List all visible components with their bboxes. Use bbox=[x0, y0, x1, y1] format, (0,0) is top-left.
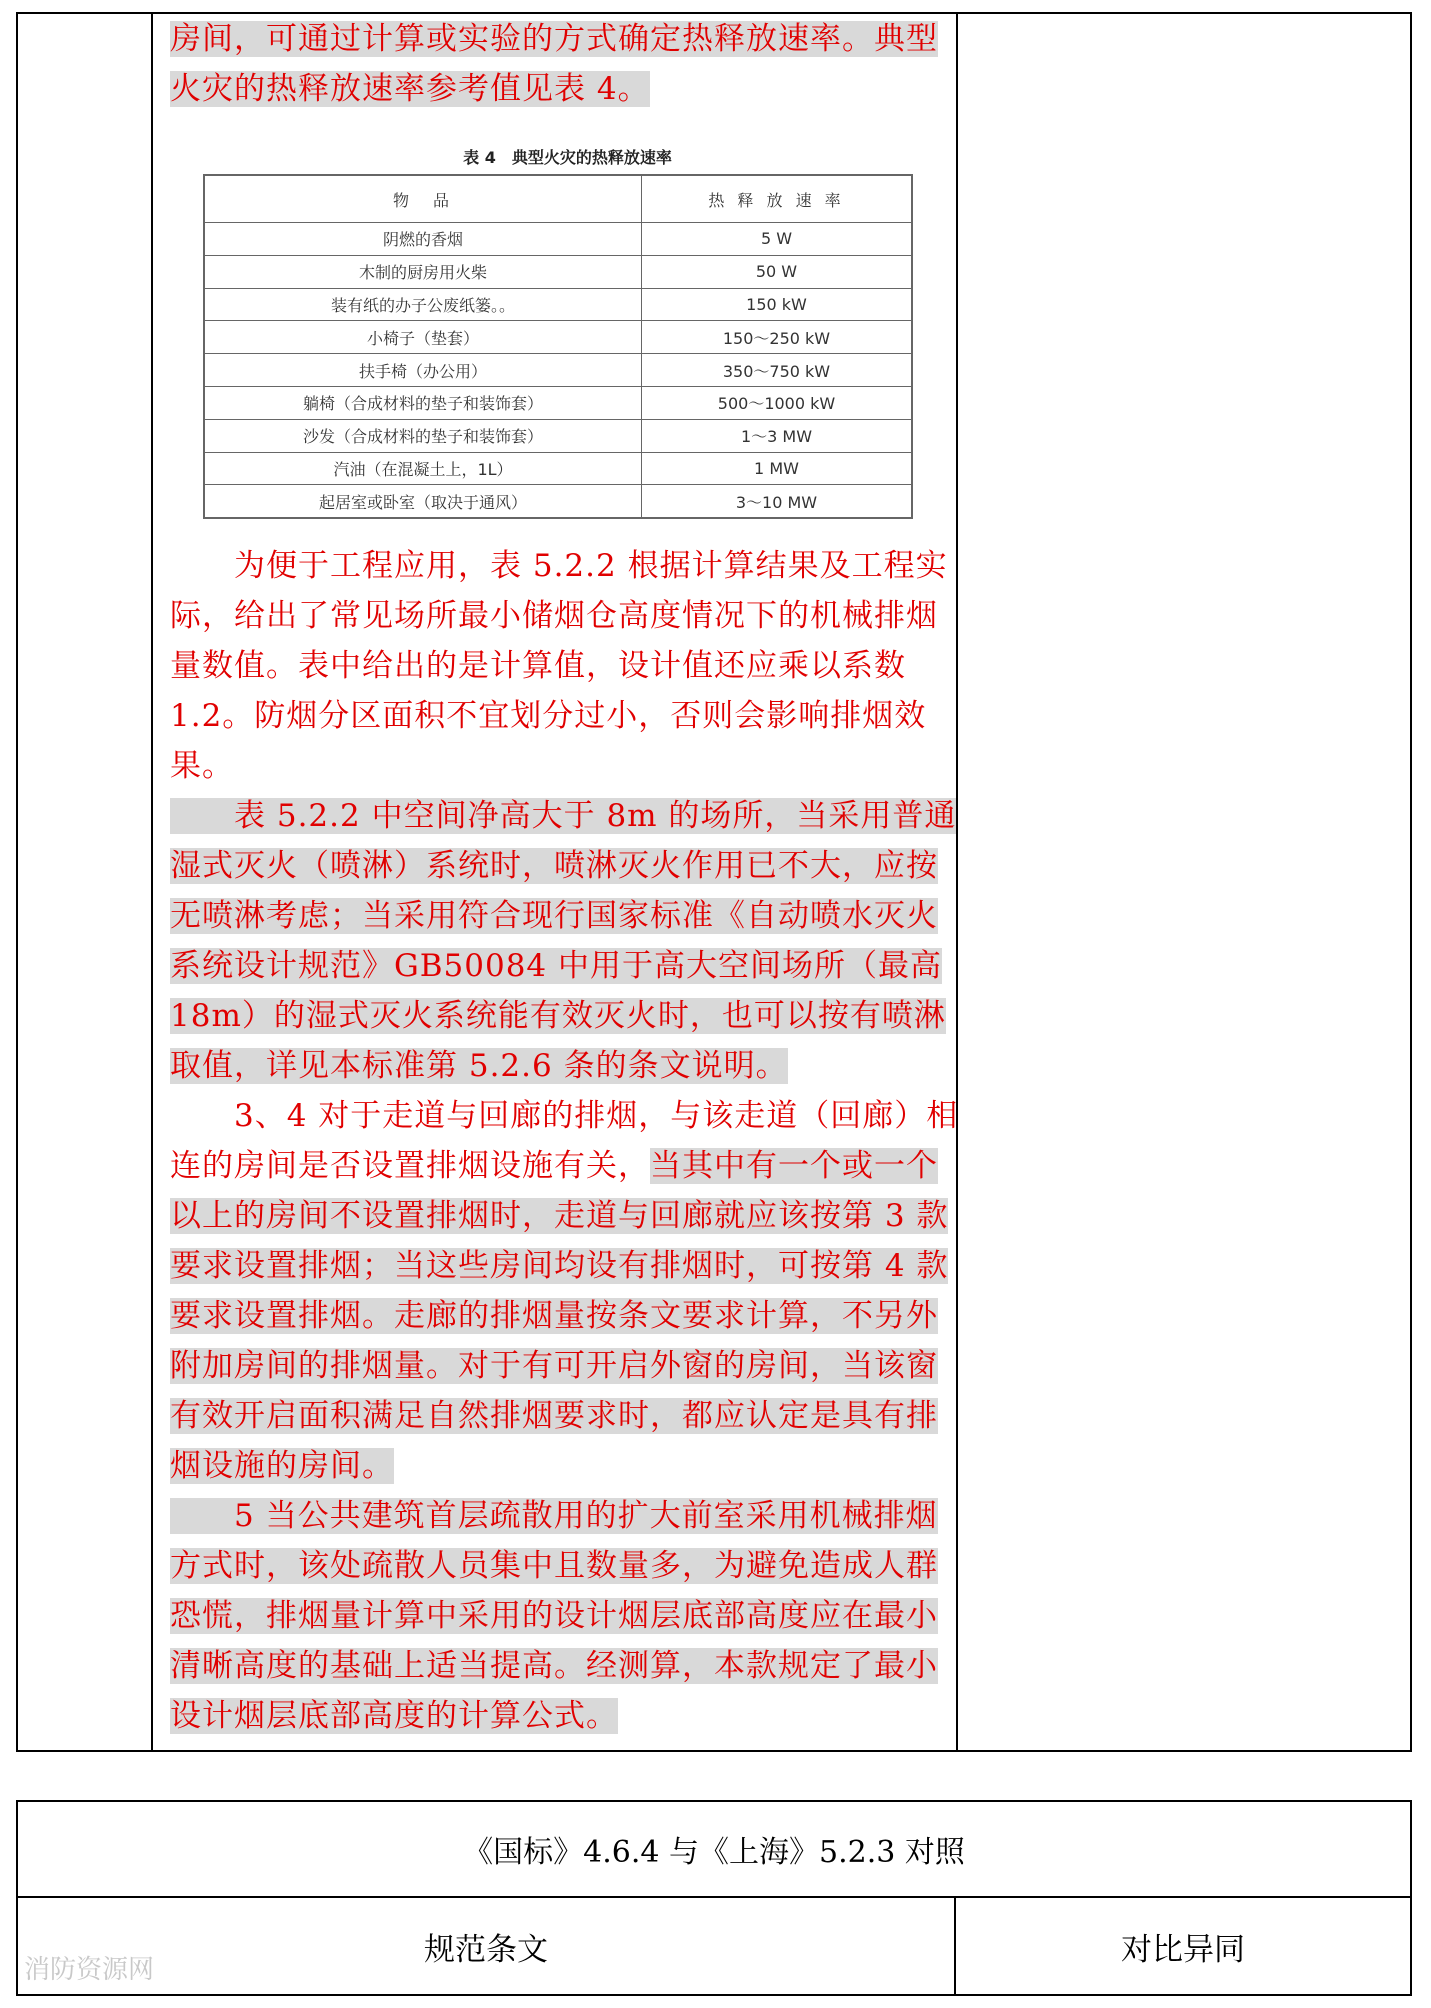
cell-rate: 1 MW bbox=[642, 452, 913, 485]
header-comparison: 对比异同 bbox=[1121, 1931, 1245, 1968]
cell-rate: 500～1000 kW bbox=[642, 386, 913, 419]
table-4-title: 表 4 典型火灾的热释放速率 bbox=[463, 148, 672, 167]
table-row bbox=[204, 386, 912, 419]
table-row bbox=[204, 354, 912, 387]
paragraph-sprinkler-note: 表 5.2.2 中空间净高大于 8m 的场所，当采用普通湿式灭火（喷淋）系统时，喷淋灭火作用已不大，应按无喷淋考虑；当采用符合现行国家标准《自动喷水灭火系统设计规范》GB50084 中用于高大空间场所（最高 18m）的湿式灭火系统能有效灭火时，也可以按有喷淋取值，详见本标准第 5.2.6 条的条文说明。 bbox=[170, 798, 957, 1085]
column-divider-left bbox=[151, 14, 153, 1750]
comparison-title: 《国标》4.6.4 与《上海》5.2.3 对照 bbox=[18, 1802, 1410, 1898]
paragraph-engineering-application: 为便于工程应用，表 5.2.2 根据计算结果及工程实际，给出了常见场所最小储烟仓高度情况下的机械排烟量数值。表中给出的是计算值，设计值还应乘以系数 1.2。防烟分区面积不宜划分过小，否则会影响排烟效果。 bbox=[170, 548, 948, 785]
table-4 bbox=[170, 142, 965, 519]
header-item: 物 品 bbox=[204, 175, 642, 223]
cell-rate: 1～3 MW bbox=[642, 419, 913, 452]
table-row bbox=[204, 255, 912, 288]
cell-item: 装有纸的办子公废纸篓。。 bbox=[204, 288, 642, 321]
comparison-table bbox=[16, 1800, 1412, 1996]
cell-item: 起居室或卧室（取决于通风） bbox=[204, 485, 642, 518]
table-row bbox=[204, 419, 912, 452]
clause-explanation bbox=[170, 14, 965, 1741]
cell-item: 小椅子（垫套） bbox=[204, 321, 642, 354]
cell-rate: 50 W bbox=[642, 255, 913, 288]
table-row bbox=[204, 288, 912, 321]
cell-item: 阴燃的香烟 bbox=[204, 223, 642, 256]
cell-item: 躺椅（合成材料的垫子和装饰套） bbox=[204, 386, 642, 419]
cell-rate: 150 kW bbox=[642, 288, 913, 321]
paragraph-front-room: 5 当公共建筑首层疏散用的扩大前室采用机械排烟方式时，该处疏散人员集中且数量多，为避免造成人群恐慌，排烟量计算中采用的设计烟层底部高度应在最小清晰高度的基础上适当提高。经测算，本款规定了最小设计烟层底部高度的计算公式。 bbox=[170, 1498, 938, 1735]
header-rate: 热 释 放 速 率 bbox=[642, 175, 913, 223]
cell-rate: 3～10 MW bbox=[642, 485, 913, 518]
table-row bbox=[204, 485, 912, 518]
table-row bbox=[204, 321, 912, 354]
top-table bbox=[16, 12, 1412, 1752]
cell-rate: 150～250 kW bbox=[642, 321, 913, 354]
paragraph-corridor-smoke: 3、4 对于走道与回廊的排烟，与该走道（回廊）相连的房间是否设置排烟设施有关，当其中有一个或一个以上的房间不设置排烟时，走道与回廊就应该按第 3 款要求设置排烟；当这些房间均设有排烟时，可按第 4 款要求设置排烟。走廊的排烟量按条文要求计算，不另外附加房间的排烟量。对于有可开启外窗的房间，当该窗有效开启面积满足自然排烟要求时，都应认定是具有排烟设施的房间。 bbox=[170, 1098, 959, 1485]
paragraph-heat-release-intro: 房间，可通过计算或实验的方式确定热释放速率。典型火灾的热释放速率参考值见表 4。 bbox=[170, 21, 938, 107]
table-row bbox=[204, 223, 912, 256]
cell-item: 沙发（合成材料的垫子和装饰套） bbox=[204, 419, 642, 452]
header-clause-text: 规范条文 bbox=[18, 1898, 956, 1994]
cell-item: 扶手椅（办公用） bbox=[204, 354, 642, 387]
watermark: 消防资源网 bbox=[24, 1955, 155, 1985]
table-row bbox=[204, 452, 912, 485]
cell-rate: 350～750 kW bbox=[642, 354, 913, 387]
cell-item: 木制的厨房用火柴 bbox=[204, 255, 642, 288]
table-header-row bbox=[204, 175, 912, 223]
cell-rate: 5 W bbox=[642, 223, 913, 256]
cell-item: 汽油（在混凝土上，1L） bbox=[204, 452, 642, 485]
heat-release-table bbox=[203, 174, 913, 519]
